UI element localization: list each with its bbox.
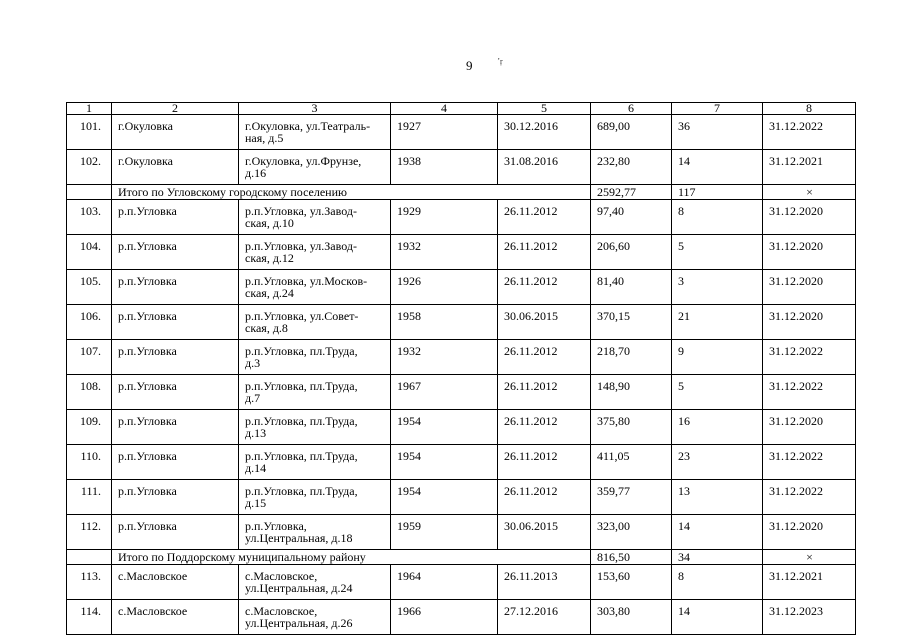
total-area: 816,50 — [591, 550, 672, 565]
column-header-6: 6 — [591, 103, 672, 115]
area-cell: 370,15 — [591, 305, 672, 340]
address-line: р.п.Угловка, пл.Труда, — [245, 449, 358, 463]
total-label: Итого по Поддорскому муниципальному району — [112, 550, 591, 565]
table-row — [67, 200, 856, 235]
year-cell: 1927 — [391, 115, 498, 150]
row-number: 110. — [67, 445, 112, 480]
deadline-cell: 31.12.2020 — [763, 235, 856, 270]
table-row — [67, 375, 856, 410]
row-number: 102. — [67, 150, 112, 185]
year-cell: 1966 — [391, 600, 498, 635]
year-cell: 1938 — [391, 150, 498, 185]
total-row — [67, 185, 856, 200]
table-row — [67, 270, 856, 305]
total-area: 2592,77 — [591, 185, 672, 200]
area-cell: 323,00 — [591, 515, 672, 550]
column-header-4: 4 — [391, 103, 498, 115]
deadline-cell: 31.12.2021 — [763, 565, 856, 600]
row-number: 106. — [67, 305, 112, 340]
year-cell: 1932 — [391, 235, 498, 270]
deadline-cell: 31.12.2020 — [763, 515, 856, 550]
row-number: 114. — [67, 600, 112, 635]
row-number: 108. — [67, 375, 112, 410]
table-row — [67, 235, 856, 270]
count-cell: 9 — [672, 340, 763, 375]
address-line: с.Масловское, — [245, 604, 318, 618]
address-line: р.п.Угловка, — [245, 519, 307, 533]
year-cell: 1954 — [391, 480, 498, 515]
settlement-cell: с.Масловское — [112, 600, 239, 635]
settlement-cell: г.Окуловка — [112, 150, 239, 185]
row-number: 113. — [67, 565, 112, 600]
date-cell: 26.11.2012 — [498, 270, 591, 305]
settlement-cell: р.п.Угловка — [112, 305, 239, 340]
address-cell — [239, 270, 391, 305]
row-number: 104. — [67, 235, 112, 270]
address-cell — [239, 445, 391, 480]
table-row — [67, 600, 856, 635]
total-blank-cell — [67, 550, 112, 565]
address-cell — [239, 305, 391, 340]
date-cell: 26.11.2012 — [498, 445, 591, 480]
address-cell — [239, 600, 391, 635]
address-line: ная, д.5 — [245, 131, 284, 145]
deadline-cell: 31.12.2022 — [763, 480, 856, 515]
column-header-2: 2 — [112, 103, 239, 115]
deadline-cell: 31.12.2022 — [763, 115, 856, 150]
total-label: Итого по Угловскому городскому поселению — [112, 185, 591, 200]
address-line: с.Масловское, — [245, 569, 318, 583]
date-cell: 26.11.2013 — [498, 565, 591, 600]
count-cell: 14 — [672, 600, 763, 635]
address-line: ул.Центральная, д.24 — [245, 581, 353, 595]
address-line: ская, д.10 — [245, 216, 294, 230]
count-cell: 5 — [672, 235, 763, 270]
count-cell: 36 — [672, 115, 763, 150]
address-line: ул.Центральная, д.18 — [245, 531, 353, 545]
address-line: р.п.Угловка, пл.Труда, — [245, 414, 358, 428]
column-header-5: 5 — [498, 103, 591, 115]
year-cell: 1932 — [391, 340, 498, 375]
address-cell — [239, 340, 391, 375]
count-cell: 13 — [672, 480, 763, 515]
year-cell: 1926 — [391, 270, 498, 305]
area-cell: 97,40 — [591, 200, 672, 235]
column-header-8: 8 — [763, 103, 856, 115]
settlement-cell: с.Масловское — [112, 565, 239, 600]
address-cell — [239, 410, 391, 445]
table-row — [67, 340, 856, 375]
settlement-cell: р.п.Угловка — [112, 375, 239, 410]
date-cell: 30.12.2016 — [498, 115, 591, 150]
page-number: 9 — [466, 58, 473, 73]
date-cell: 26.11.2012 — [498, 480, 591, 515]
address-cell — [239, 515, 391, 550]
settlement-cell: г.Окуловка — [112, 115, 239, 150]
area-cell: 153,60 — [591, 565, 672, 600]
settlement-cell: р.п.Угловка — [112, 235, 239, 270]
year-cell: 1964 — [391, 565, 498, 600]
row-number: 111. — [67, 480, 112, 515]
address-line: г.Окуловка, ул.Фрунзе, — [245, 154, 362, 168]
address-cell — [239, 200, 391, 235]
deadline-cell: 31.12.2020 — [763, 410, 856, 445]
address-line: д.14 — [245, 461, 267, 475]
count-cell: 23 — [672, 445, 763, 480]
scan-mark: ̛ ŗ — [498, 57, 503, 66]
settlement-cell: р.п.Угловка — [112, 270, 239, 305]
date-cell: 26.11.2012 — [498, 340, 591, 375]
housing-table — [66, 102, 856, 635]
deadline-cell: 31.12.2022 — [763, 340, 856, 375]
table-row — [67, 480, 856, 515]
area-cell: 206,60 — [591, 235, 672, 270]
address-line: ская, д.8 — [245, 321, 288, 335]
area-cell: 375,80 — [591, 410, 672, 445]
settlement-cell: р.п.Угловка — [112, 480, 239, 515]
address-line: ская, д.12 — [245, 251, 294, 265]
row-number: 103. — [67, 200, 112, 235]
date-cell: 26.11.2012 — [498, 375, 591, 410]
count-cell: 16 — [672, 410, 763, 445]
date-cell: 26.11.2012 — [498, 200, 591, 235]
count-cell: 8 — [672, 200, 763, 235]
settlement-cell: р.п.Угловка — [112, 340, 239, 375]
header-row — [67, 103, 856, 115]
count-cell: 8 — [672, 565, 763, 600]
area-cell: 303,80 — [591, 600, 672, 635]
year-cell: 1954 — [391, 410, 498, 445]
address-line: д.3 — [245, 356, 261, 370]
count-cell: 3 — [672, 270, 763, 305]
year-cell: 1958 — [391, 305, 498, 340]
year-cell: 1967 — [391, 375, 498, 410]
deadline-cell: 31.12.2020 — [763, 200, 856, 235]
area-cell: 359,77 — [591, 480, 672, 515]
address-line: р.п.Угловка, ул.Завод- — [245, 239, 357, 253]
row-number: 105. — [67, 270, 112, 305]
date-cell: 26.11.2012 — [498, 410, 591, 445]
address-line: г.Окуловка, ул.Театраль- — [245, 119, 371, 133]
total-deadline: × — [763, 185, 856, 200]
row-number: 101. — [67, 115, 112, 150]
date-cell: 27.12.2016 — [498, 600, 591, 635]
count-cell: 14 — [672, 515, 763, 550]
table-row — [67, 445, 856, 480]
year-cell: 1959 — [391, 515, 498, 550]
address-line: ул.Центральная, д.26 — [245, 616, 353, 630]
row-number: 107. — [67, 340, 112, 375]
deadline-cell: 31.12.2022 — [763, 375, 856, 410]
area-cell: 81,40 — [591, 270, 672, 305]
column-header-1: 1 — [67, 103, 112, 115]
address-line: р.п.Угловка, пл.Труда, — [245, 484, 358, 498]
address-line: д.13 — [245, 426, 267, 440]
address-cell — [239, 480, 391, 515]
settlement-cell: р.п.Угловка — [112, 410, 239, 445]
settlement-cell: р.п.Угловка — [112, 200, 239, 235]
area-cell: 232,80 — [591, 150, 672, 185]
table-row — [67, 150, 856, 185]
address-line: д.7 — [245, 391, 261, 405]
row-number: 109. — [67, 410, 112, 445]
count-cell: 21 — [672, 305, 763, 340]
area-cell: 689,00 — [591, 115, 672, 150]
row-number: 112. — [67, 515, 112, 550]
settlement-cell: р.п.Угловка — [112, 515, 239, 550]
table-body — [67, 103, 856, 635]
table-row — [67, 305, 856, 340]
table-row — [67, 515, 856, 550]
address-cell — [239, 115, 391, 150]
area-cell: 148,90 — [591, 375, 672, 410]
area-cell: 411,05 — [591, 445, 672, 480]
deadline-cell: 31.12.2021 — [763, 150, 856, 185]
deadline-cell: 31.12.2020 — [763, 270, 856, 305]
total-count: 34 — [672, 550, 763, 565]
address-cell — [239, 375, 391, 410]
date-cell: 31.08.2016 — [498, 150, 591, 185]
table-row — [67, 410, 856, 445]
year-cell: 1929 — [391, 200, 498, 235]
table-row — [67, 565, 856, 600]
address-cell — [239, 235, 391, 270]
total-blank-cell — [67, 185, 112, 200]
address-line: р.п.Угловка, ул.Совет- — [245, 309, 359, 323]
deadline-cell: 31.12.2020 — [763, 305, 856, 340]
column-header-7: 7 — [672, 103, 763, 115]
address-line: р.п.Угловка, пл.Труда, — [245, 344, 358, 358]
address-line: р.п.Угловка, ул.Завод- — [245, 204, 357, 218]
year-cell: 1954 — [391, 445, 498, 480]
date-cell: 26.11.2012 — [498, 235, 591, 270]
address-line: д.16 — [245, 166, 267, 180]
total-count: 117 — [672, 185, 763, 200]
address-line: ская, д.24 — [245, 286, 294, 300]
deadline-cell: 31.12.2022 — [763, 445, 856, 480]
date-cell: 30.06.2015 — [498, 515, 591, 550]
area-cell: 218,70 — [591, 340, 672, 375]
date-cell: 30.06.2015 — [498, 305, 591, 340]
count-cell: 14 — [672, 150, 763, 185]
column-header-3: 3 — [239, 103, 391, 115]
settlement-cell: р.п.Угловка — [112, 445, 239, 480]
address-line: р.п.Угловка, ул.Москов- — [245, 274, 368, 288]
count-cell: 5 — [672, 375, 763, 410]
address-line: д.15 — [245, 496, 267, 510]
total-row — [67, 550, 856, 565]
address-cell — [239, 150, 391, 185]
table-row — [67, 115, 856, 150]
deadline-cell: 31.12.2023 — [763, 600, 856, 635]
address-line: р.п.Угловка, пл.Труда, — [245, 379, 358, 393]
address-cell — [239, 565, 391, 600]
total-deadline: × — [763, 550, 856, 565]
